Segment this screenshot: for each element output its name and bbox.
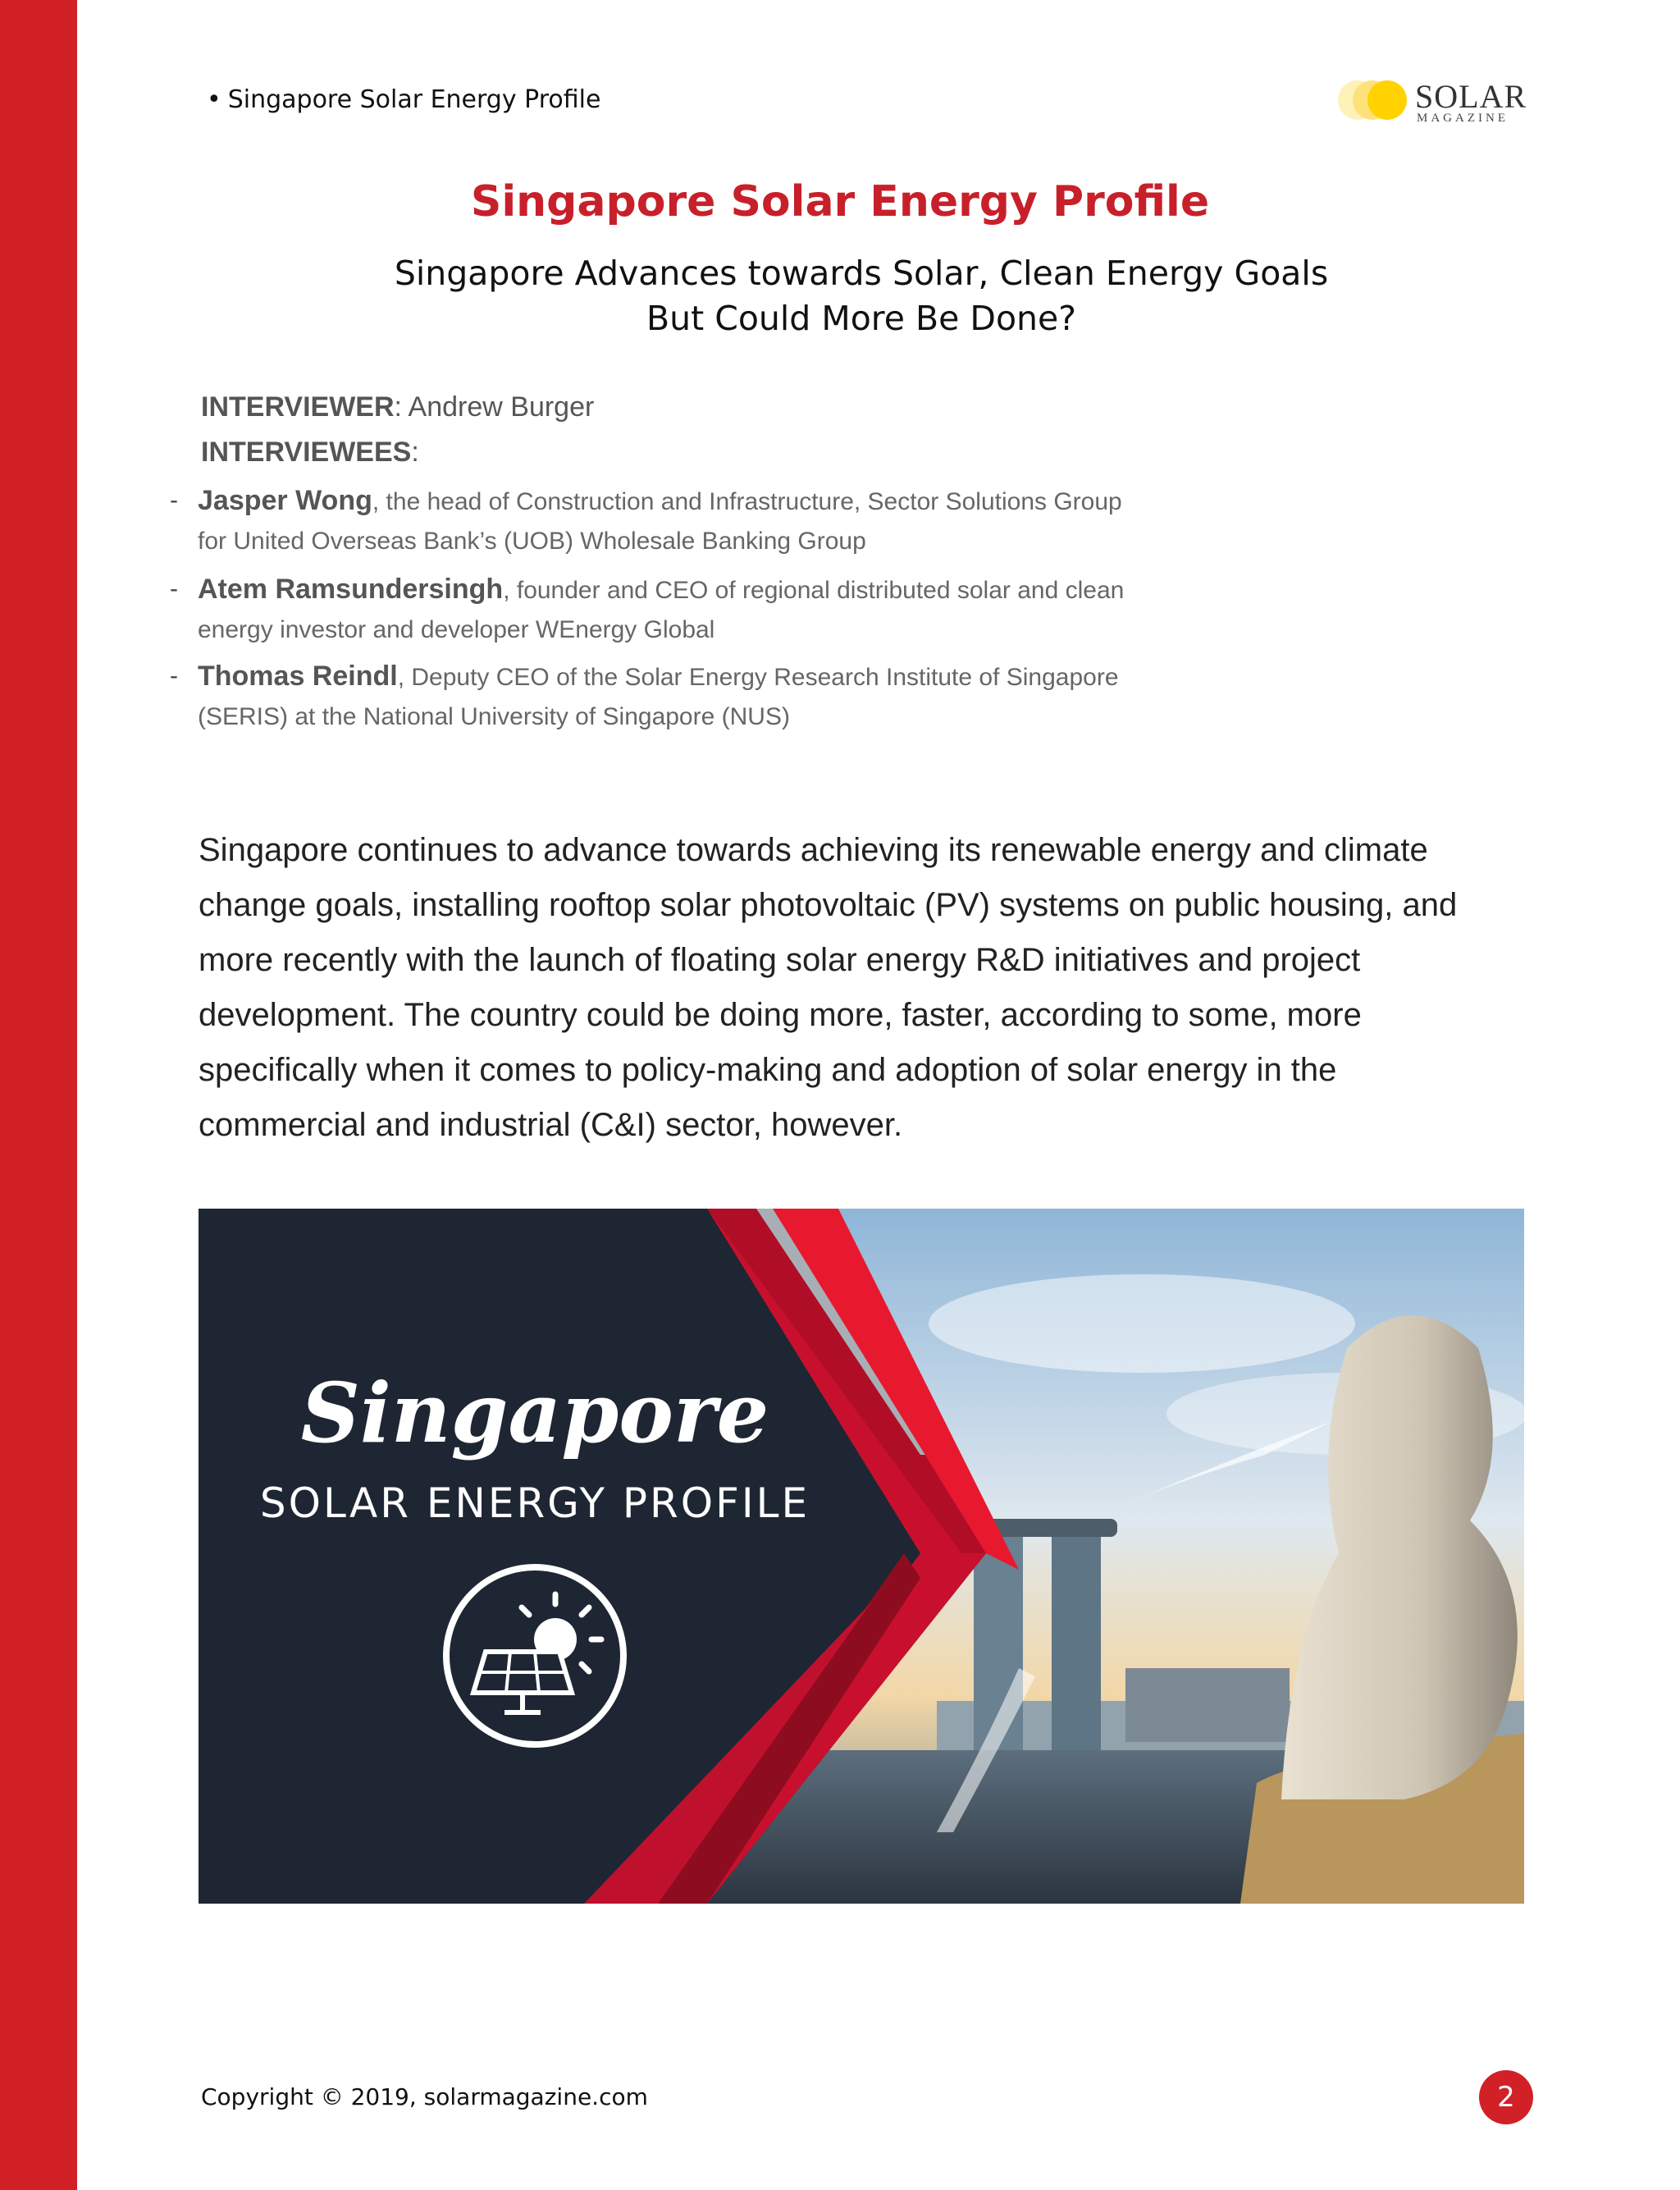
logo-sun-icon bbox=[1333, 75, 1415, 126]
interviewee-desc: , the head of Construction and Infrastructure, Sector Solutions Group bbox=[372, 488, 1122, 515]
page-title: Singapore Solar Energy Profile bbox=[470, 177, 1210, 226]
intro-line: specifically when it comes to policy-making and adoption of solar energy in the bbox=[199, 1052, 1337, 1088]
page-number-badge: 2 bbox=[1479, 2070, 1533, 2124]
intro-line: more recently with the launch of floating solar energy R&D initiatives and project bbox=[199, 942, 1361, 978]
interviewer-line bbox=[201, 391, 594, 423]
intro-line: development. The country could be doing more, faster, according to some, more bbox=[199, 997, 1362, 1033]
interviewee-name: Jasper Wong bbox=[198, 485, 372, 516]
interviewer-label: INTERVIEWER bbox=[201, 391, 395, 423]
interviewee-desc-cont: (SERIS) at the National University of Singapore (NUS) bbox=[198, 703, 790, 730]
page-subtitle bbox=[0, 251, 1680, 341]
subtitle-line: But Could More Be Done? bbox=[646, 299, 1077, 338]
intro-line: change goals, installing rooftop solar photovoltaic (PV) systems on public housing, and bbox=[199, 887, 1458, 923]
logo-sub-text: MAGAZINE bbox=[1417, 112, 1509, 125]
interviewee-desc: , Deputy CEO of the Solar Energy Research Institute of Singapore bbox=[397, 664, 1119, 691]
solar-magazine-logo[interactable] bbox=[1333, 75, 1527, 126]
breadcrumb-text: Singapore Solar Energy Profile bbox=[227, 85, 601, 114]
interviewer-name: : Andrew Burger bbox=[394, 391, 595, 423]
banner-caps-title: SOLAR ENERGY PROFILE bbox=[259, 1479, 810, 1527]
interviewee-item bbox=[170, 569, 1195, 650]
banner-artwork bbox=[199, 1209, 1524, 1904]
interviewee-item bbox=[170, 481, 1195, 561]
interviewee-desc: , founder and CEO of regional distributed solar and clean bbox=[503, 577, 1125, 604]
subtitle-line: Singapore Advances towards Solar, Clean Energy Goals bbox=[394, 254, 1329, 293]
list-dash: - bbox=[170, 575, 178, 602]
intro-line: Singapore continues to advance towards achieving its renewable energy and climate bbox=[199, 832, 1428, 868]
interviewees-line bbox=[201, 437, 419, 469]
interviewee-item bbox=[170, 656, 1195, 737]
hero-banner-image bbox=[199, 1209, 1524, 1904]
intro-line: commercial and industrial (C&I) sector, however. bbox=[199, 1107, 903, 1143]
intro-paragraph bbox=[199, 823, 1544, 1153]
interviewees-label: INTERVIEWEES bbox=[201, 437, 412, 468]
list-dash: - bbox=[170, 487, 178, 514]
footer-copyright: Copyright © 2019, solarmagazine.com bbox=[201, 2083, 648, 2110]
banner-script-title: Singapore bbox=[300, 1365, 769, 1461]
header-breadcrumb bbox=[207, 85, 600, 114]
list-dash: - bbox=[170, 662, 178, 689]
interviewee-desc-cont: energy investor and developer WEnergy Global bbox=[198, 616, 715, 643]
interviewee-name: Atem Ramsundersingh bbox=[198, 574, 504, 605]
logo-main-text: SOLAR bbox=[1415, 78, 1527, 115]
bullet: • bbox=[207, 85, 221, 114]
interviewees-colon: : bbox=[411, 437, 419, 468]
interviewee-name: Thomas Reindl bbox=[198, 661, 398, 692]
solar-panel-sun-icon bbox=[441, 1561, 629, 1750]
interviewee-desc-cont: for United Overseas Bank’s (UOB) Wholesale Banking Group bbox=[198, 528, 866, 555]
